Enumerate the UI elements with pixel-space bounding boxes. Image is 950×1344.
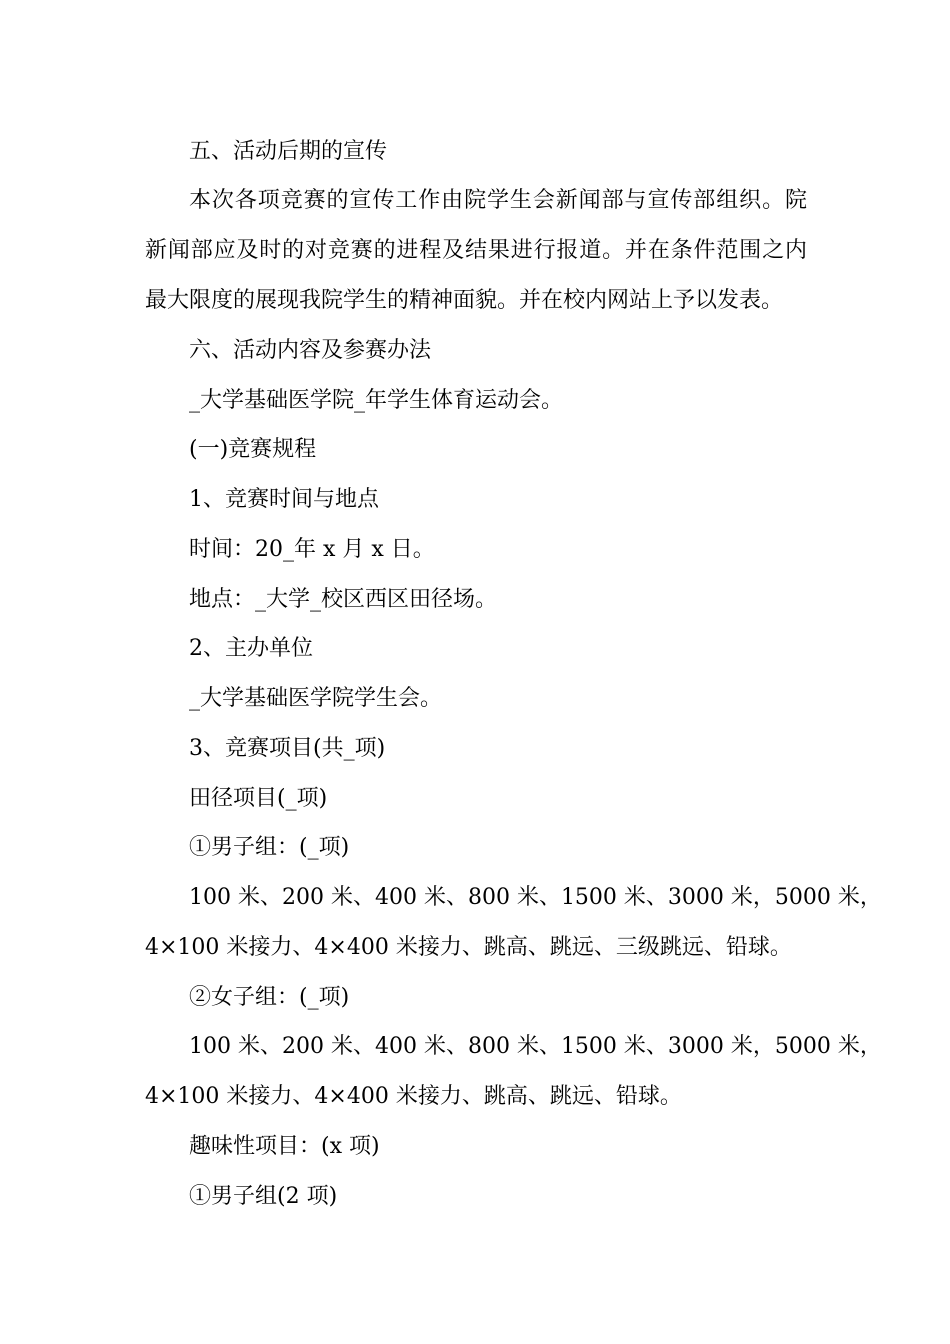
subsection-heading: (一)竞赛规程	[189, 437, 317, 462]
list-item: _大学基础医学院学生会。	[189, 686, 443, 711]
paragraph-line: 最大限度的展现我院学生的精神面貌。并在校内网站上予以发表。	[145, 288, 784, 313]
list-item: 田径项目(_项)	[189, 786, 328, 811]
list-item: 2、主办单位	[189, 636, 313, 661]
list-item: 趣味性项目：(x 项)	[189, 1134, 380, 1159]
list-item: 3、竞赛项目(共_项)	[189, 736, 386, 761]
paragraph-line: 新闻部应及时的对竞赛的进程及结果进行报道。并在条件范围之内	[145, 238, 807, 263]
list-item: 1、竞赛时间与地点	[189, 487, 379, 512]
paragraph-line: _大学基础医学院_年学生体育运动会。	[189, 388, 564, 413]
list-item: 地点：_大学_校区西区田径场。	[189, 587, 498, 612]
list-item: ①男子组：(_项)	[189, 835, 350, 860]
list-item: 时间：20_年 x 月 x 日。	[189, 537, 435, 562]
paragraph-line: 100 米、200 米、400 米、800 米、1500 米、3000 米，5000 米，	[189, 885, 882, 910]
paragraph-line: 本次各项竞赛的宣传工作由院学生会新闻部与宣传部组织。院	[189, 188, 807, 213]
paragraph-line: 4×100 米接力、4×400 米接力、跳高、跳远、铅球。	[145, 1084, 682, 1109]
section-heading-5: 五、活动后期的宣传	[189, 139, 388, 164]
paragraph-line: 4×100 米接力、4×400 米接力、跳高、跳远、三级跳远、铅球。	[145, 935, 792, 960]
list-item: ②女子组：(_项)	[189, 985, 350, 1010]
section-heading-6: 六、活动内容及参赛办法	[189, 338, 432, 363]
paragraph-line: 100 米、200 米、400 米、800 米、1500 米、3000 米，5000 米，	[189, 1034, 882, 1059]
list-item: ①男子组(2 项)	[189, 1184, 338, 1209]
